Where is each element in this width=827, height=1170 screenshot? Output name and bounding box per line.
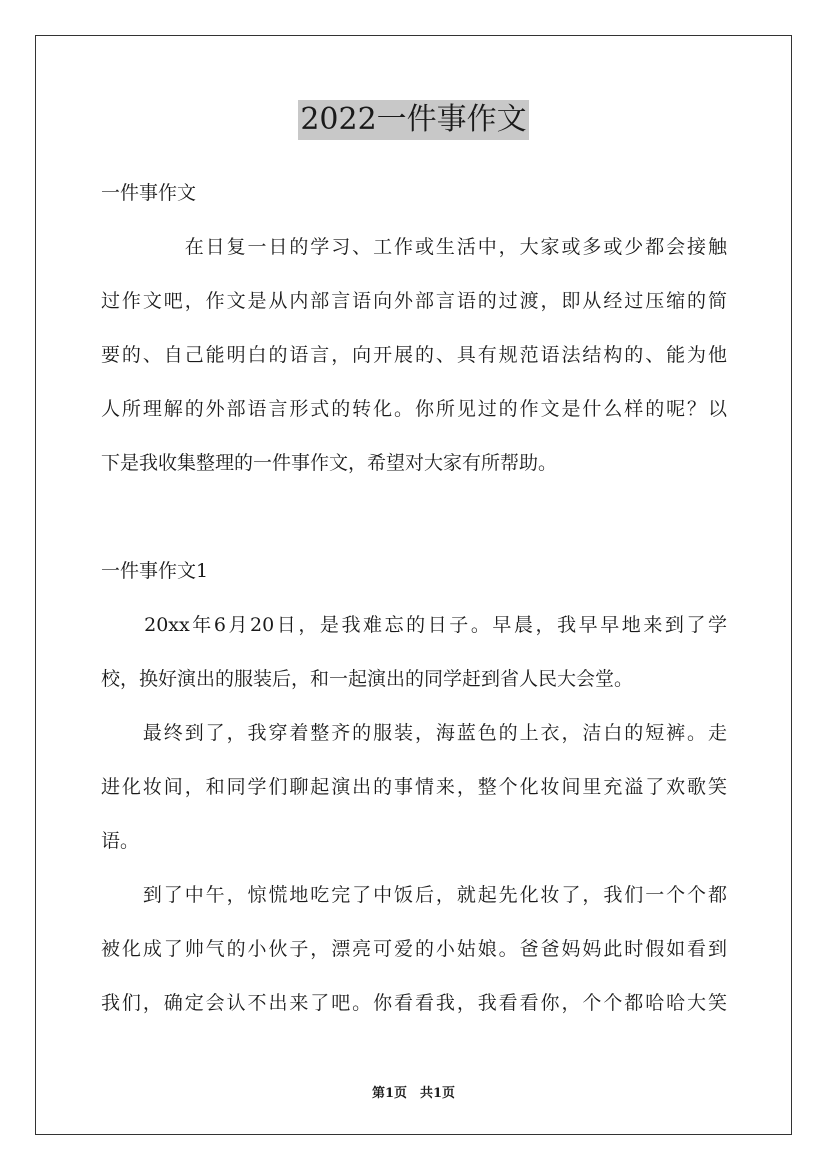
page-number-label: 第1页 共1页	[371, 1086, 456, 1101]
paragraph-line: 到了中午，惊慌地吃完了中饭后，就起先化妆了，我们一个个都	[101, 884, 727, 906]
paragraph-line: 我们，确定会认不出来了吧。你看看我，我看看你，个个都哈哈大笑	[101, 992, 727, 1014]
section-spacer	[101, 500, 727, 554]
paragraph-line: 最终到了，我穿着整齐的服装，海蓝色的上衣，洁白的短裤。走	[101, 722, 727, 744]
section-heading: 一件事作文	[101, 182, 197, 204]
document-body	[101, 176, 727, 1040]
paragraph-line: 要的、自己能明白的语言，向开展的、具有规范语法结构的、能为他	[101, 344, 727, 366]
paragraph-line: 20xx年6月20日，是我难忘的日子。早晨，我早早地来到了学	[101, 614, 727, 636]
title-container	[0, 100, 827, 140]
paragraph-line: 语。	[101, 830, 140, 852]
paragraph-line: 人所理解的外部语言形式的转化。你所见过的作文是什么样的呢？以	[101, 398, 727, 420]
section-heading: 一件事作文1	[101, 560, 209, 582]
page-footer	[0, 1082, 827, 1101]
paragraph-line: 下是我收集整理的一件事作文，希望对大家有所帮助。	[101, 452, 558, 474]
paragraph-line: 在日复一日的学习、工作或生活中，大家或多或少都会接触	[101, 236, 727, 258]
paragraph-line: 被化成了帅气的小伙子，漂亮可爱的小姑娘。爸爸妈妈此时假如看到	[101, 938, 727, 960]
paragraph-line: 进化妆间，和同学们聊起演出的事情来，整个化妆间里充溢了欢歌笑	[101, 776, 727, 798]
paragraph-line: 校，换好演出的服装后，和一起演出的同学赶到省人民大会堂。	[101, 668, 634, 690]
paragraph-line: 过作文吧，作文是从内部言语向外部言语的过渡，即从经过压缩的简	[101, 290, 727, 312]
document-title: 2022一件事作文	[298, 100, 528, 140]
